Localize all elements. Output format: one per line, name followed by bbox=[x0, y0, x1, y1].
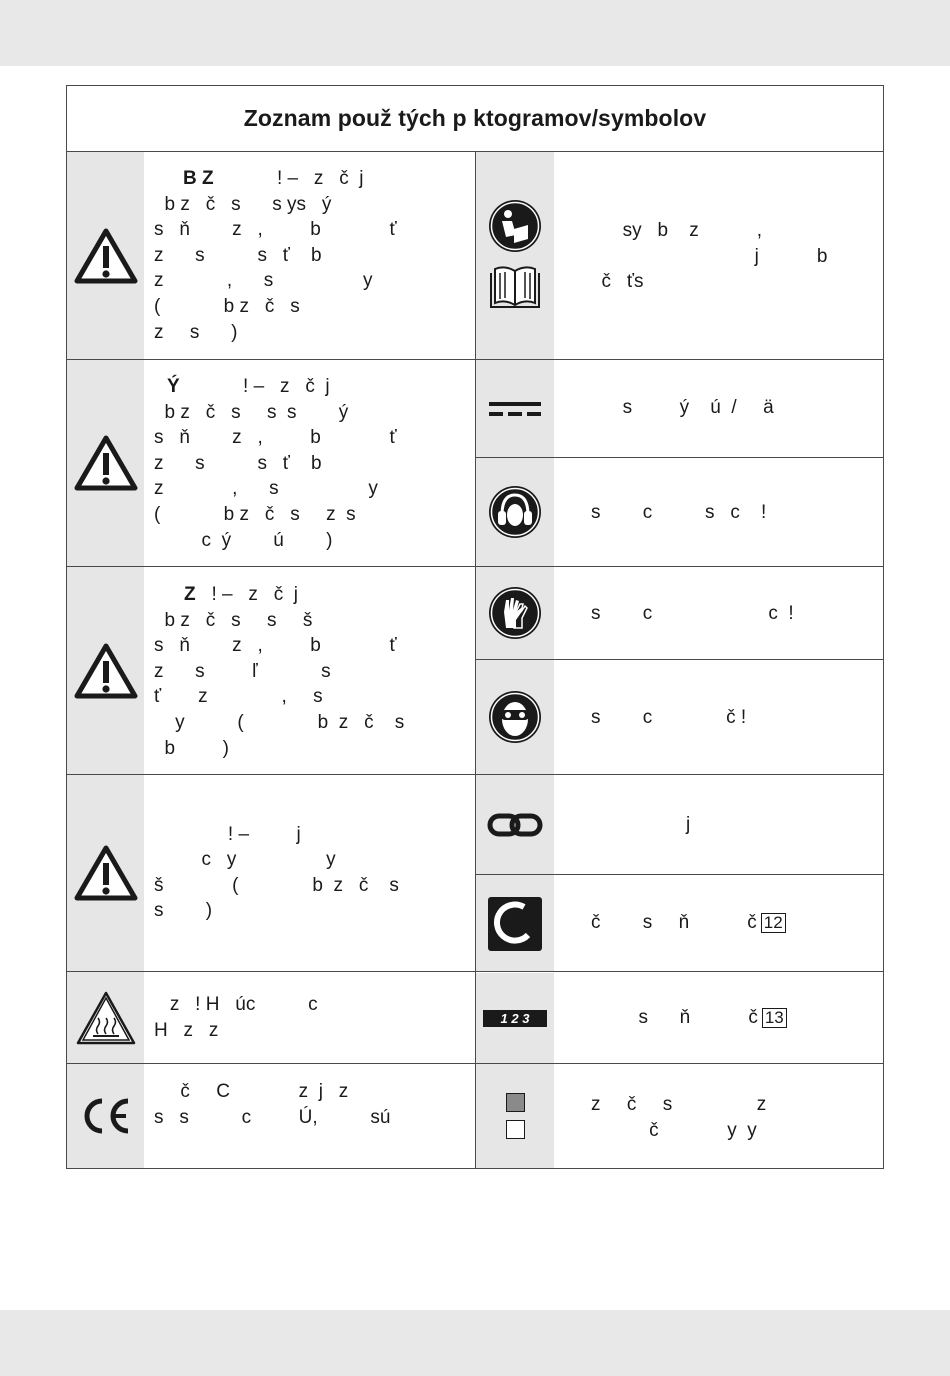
icon-cell-chain bbox=[476, 775, 554, 874]
icon-cell-ear bbox=[476, 458, 554, 566]
icon-cell-gloves bbox=[476, 567, 554, 659]
icon-cell-ce bbox=[67, 1064, 144, 1168]
gloves-icon bbox=[488, 586, 542, 640]
pictogram-table bbox=[66, 85, 884, 1169]
eye-protection-icon bbox=[488, 690, 542, 744]
signal-word: Ý bbox=[167, 376, 180, 397]
book-icon bbox=[487, 263, 543, 313]
right-text-7: č s ň č 12 bbox=[591, 910, 786, 936]
right-text-3: s c s c ! bbox=[591, 502, 767, 523]
row-divider bbox=[67, 1063, 883, 1064]
left-text-4: ! – j c y y š ( b z č s s ) bbox=[154, 823, 399, 922]
icon-cell-manual bbox=[476, 152, 554, 359]
partial-circle-icon bbox=[488, 897, 542, 951]
digits-icon: 1 2 3 bbox=[483, 1010, 547, 1027]
right-text-5: s c č ! bbox=[591, 707, 747, 728]
warning-triangle-icon bbox=[74, 228, 138, 284]
hot-surface-icon bbox=[75, 990, 137, 1046]
signal-word: Z bbox=[184, 584, 196, 605]
top-band bbox=[0, 0, 950, 66]
icon-cell-dc bbox=[476, 360, 554, 457]
icon-cell-digits bbox=[476, 973, 554, 1063]
icon-cell-danger bbox=[67, 152, 144, 359]
icon-cell-partial bbox=[476, 875, 554, 972]
icon-cell-warning bbox=[67, 360, 144, 566]
row-divider bbox=[67, 774, 883, 775]
right-text-4: s c c ! bbox=[591, 603, 794, 624]
warning-triangle-icon bbox=[74, 643, 138, 699]
warning-triangle-icon bbox=[74, 435, 138, 491]
dc-current-icon bbox=[487, 399, 543, 419]
ear-protection-icon bbox=[488, 485, 542, 539]
icon-cell-notice bbox=[67, 775, 144, 971]
right-text-9: z č s z č y y bbox=[591, 1094, 767, 1141]
row-divider bbox=[476, 874, 883, 875]
left-text-5: z ! H úc c H z z bbox=[154, 994, 318, 1041]
right-text-2: s ý ú / ä bbox=[591, 397, 774, 418]
row-divider bbox=[67, 566, 883, 567]
title-row bbox=[67, 86, 883, 152]
row-divider bbox=[67, 359, 883, 360]
filled-square-icon bbox=[506, 1093, 525, 1112]
center-divider bbox=[475, 152, 476, 1168]
bottom-band bbox=[0, 1310, 950, 1376]
left-text-3: Z ! – z č j b z č s s š s ň z , b ť z s ľ s ť z , s y ( b z č s b ) bbox=[154, 584, 405, 759]
row-divider bbox=[476, 659, 883, 660]
icon-cell-hot bbox=[67, 972, 144, 1063]
right-text-1: sy b z , j b č ťs bbox=[601, 220, 828, 293]
signal-word: B Z bbox=[183, 168, 214, 189]
ce-mark-icon bbox=[80, 1097, 132, 1135]
empty-square-icon bbox=[506, 1120, 525, 1139]
figure-ref-box: 13 bbox=[762, 1008, 787, 1028]
icon-cell-squares bbox=[476, 1064, 554, 1168]
left-text-1: B Z ! – z č j b z č s s ys ý s ň z , b ť z s s ť b z , s y ( b z č s z s ) bbox=[154, 168, 397, 343]
table-title: Zoznam použ tých p ktogramov/symbolov bbox=[243, 105, 707, 131]
row-divider bbox=[476, 457, 883, 458]
left-text-2: Ý ! – z č j b z č s s s ý s ň z , b ť z s s ť b z , s y ( b z č s z s c ý ú ) bbox=[154, 376, 397, 551]
figure-ref-box: 12 bbox=[761, 913, 786, 933]
row-divider bbox=[67, 971, 883, 972]
right-text-6: j bbox=[591, 814, 691, 835]
warning-triangle-icon bbox=[74, 845, 138, 901]
read-manual-icon bbox=[488, 199, 542, 253]
chain-link-icon bbox=[487, 810, 543, 840]
right-text-8: s ň č 13 bbox=[591, 1005, 787, 1031]
left-text-6: č C z j z s s c Ú, sú bbox=[154, 1081, 391, 1128]
icon-cell-eye bbox=[476, 660, 554, 774]
icon-cell-caution bbox=[67, 567, 144, 774]
